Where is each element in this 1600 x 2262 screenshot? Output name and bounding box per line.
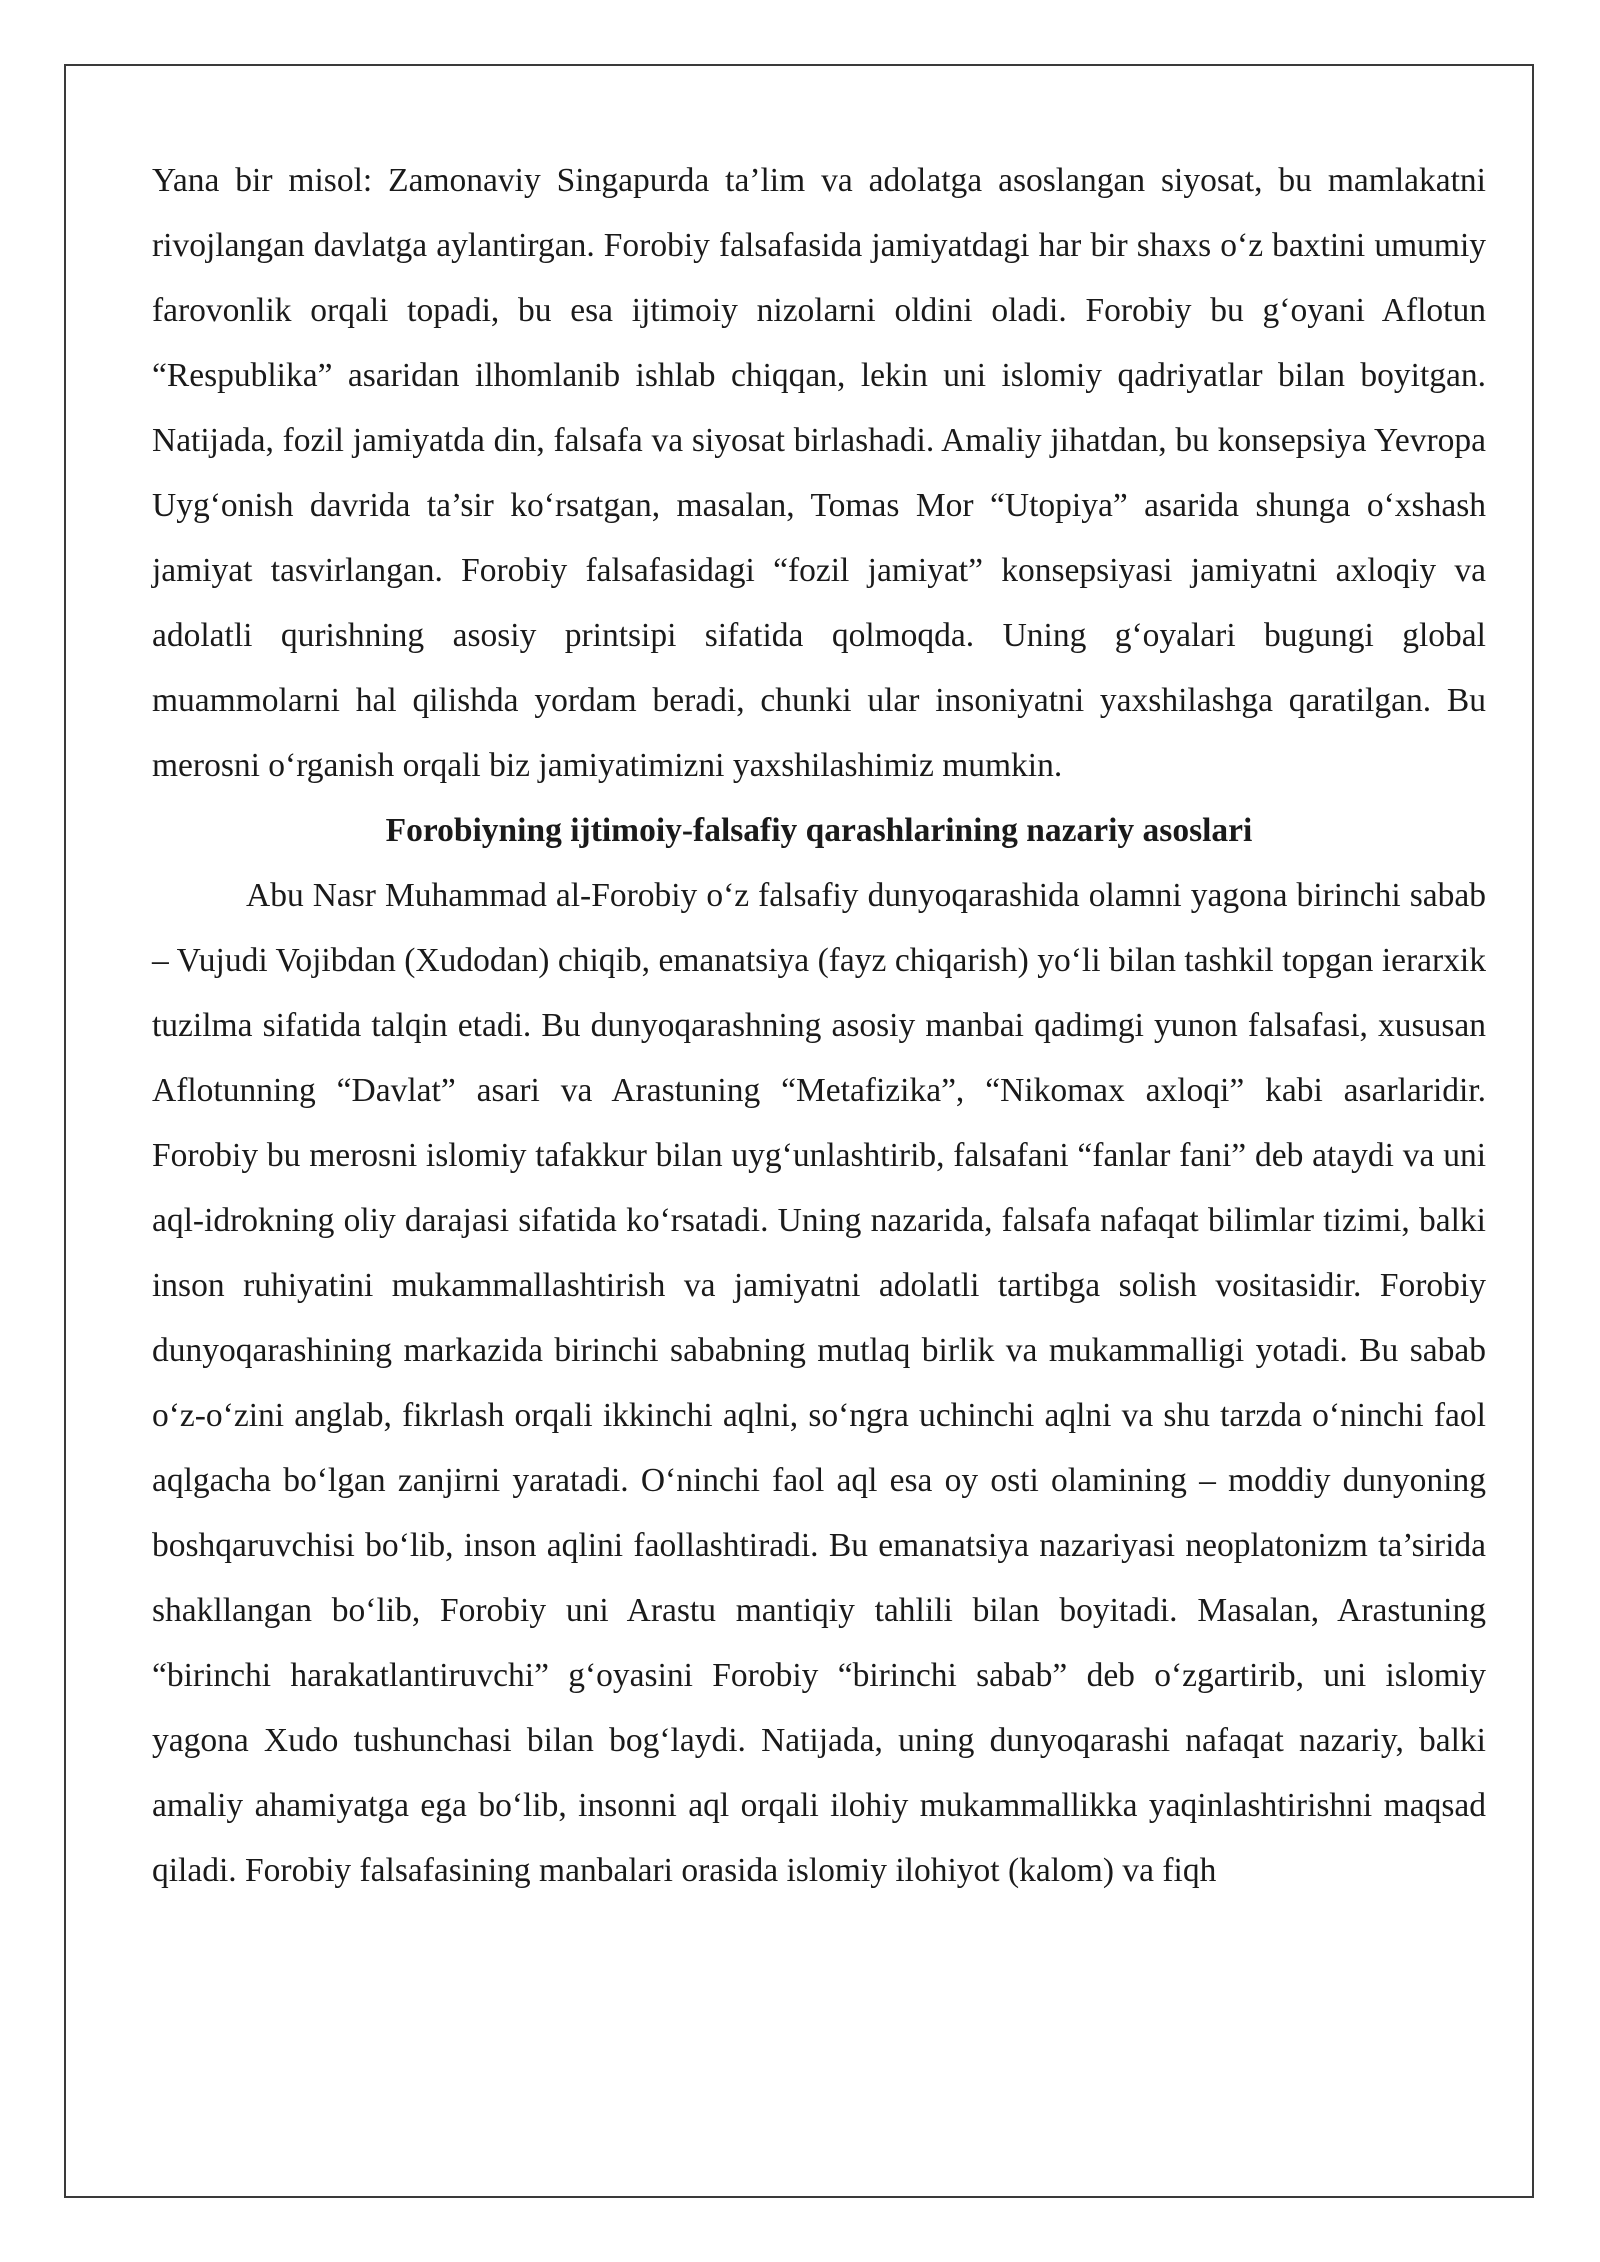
paragraph-theoretical-foundations: Abu Nasr Muhammad al-Forobiy o‘z falsafiy dunyoqarashida olamni yagona birinchi sabab – Vujudi Vojibdan (Xudodan) chiqib, emanatsiya (fayz chiqarish) yo‘li bilan tashkil topgan ierarxik tuzilma sifatida talqin etadi. Bu dunyoqarashning asosiy manbai qadimgi yunon falsafasi, xususan Aflotunning “Davlat” asari va Arastuning “Metafizika”, “Nikomax axloqi” kabi asarlaridir. Forobiy bu merosni islomiy tafakkur bilan uyg‘unlashtirib, falsafani “fanlar fani” deb ataydi va uni aql-idrokning oliy darajasi sifatida ko‘rsatadi. Uning nazarida, falsafa nafaqat bilimlar tizimi, balki inson ruhiyatini mukammallashtirish va jamiyatni adolatli tartibga solish vositasidir. Forobiy dunyoqarashining markazida birinchi sababning mutlaq birlik va mukammalligi yotadi. Bu sabab o‘z-o‘zini anglab, fikrlash orqali ikkinchi aqlni, so‘ngra uchinchi aqlni va shu tarzda o‘ninchi faol aqlgacha bo‘lgan zanjirni yaratadi. O‘ninchi faol aql esa oy osti olamining – moddiy dunyoning boshqaruvchisi bo‘lib, inson aqlini faollashtiradi. Bu emanatsiya nazariyasi neoplatonizm ta’sirida shakllangan bo‘lib, Forobiy uni Arastu mantiqiy tahlili bilan boyitadi. Masalan, Arastuning “birinchi harakatlantiruvchi” g‘oyasini Forobiy “birinchi sabab” deb o‘zgartirib, uni islomiy yagona Xudo tushunchasi bilan bog‘laydi. Natijada, uning dunyoqarashi nafaqat nazariy, balki amaliy ahamiyatga ega bo‘lib, insonni aql orqali ilohiy mukammallikka yaqinlashtirishni maqsad qiladi. Forobiy falsafasining manbalari orasida islomiy ilohiyot (kalom) va fiqh <box>152 877 1486 1889</box>
paragraph-singapore-example: Yana bir misol: Zamonaviy Singapurda ta’lim va adolatga asoslangan siyosat, bu mamlakatni rivojlangan davlatga aylantirgan. Forobiy falsafasida jamiyatdagi har bir shaxs o‘z baxtini umumiy farovonlik orqali topadi, bu esa ijtimoiy nizolarni oldini oladi. Forobiy bu g‘oyani Aflotun “Respublika” asaridan ilhomlanib ishlab chiqqan, lekin uni islomiy qadriyatlar bilan boyitgan. Natijada, fozil jamiyatda din, falsafa va siyosat birlashadi. Amaliy jihatdan, bu konsepsiya Yevropa Uyg‘onish davrida ta’sir ko‘rsatgan, masalan, Tomas Mor “Utopiya” asarida shunga o‘xshash jamiyat tasvirlangan. Forobiy falsafasidagi “fozil jamiyat” konsepsiyasi jamiyatni axloqiy va adolatli qurishning asosiy printsipi sifatida qolmoqda. Uning g‘oyalari bugungi global muammolarni hal qilishda yordam beradi, chunki ular insoniyatni yaxshilashga qaratilgan. Bu merosni o‘rganish orqali biz jamiyatimizni yaxshilashimiz mumkin. <box>152 162 1486 784</box>
section-heading: Forobiyning ijtimoiy-falsafiy qarashlarining nazariy asoslari <box>385 812 1253 849</box>
document-body <box>152 148 1486 1903</box>
